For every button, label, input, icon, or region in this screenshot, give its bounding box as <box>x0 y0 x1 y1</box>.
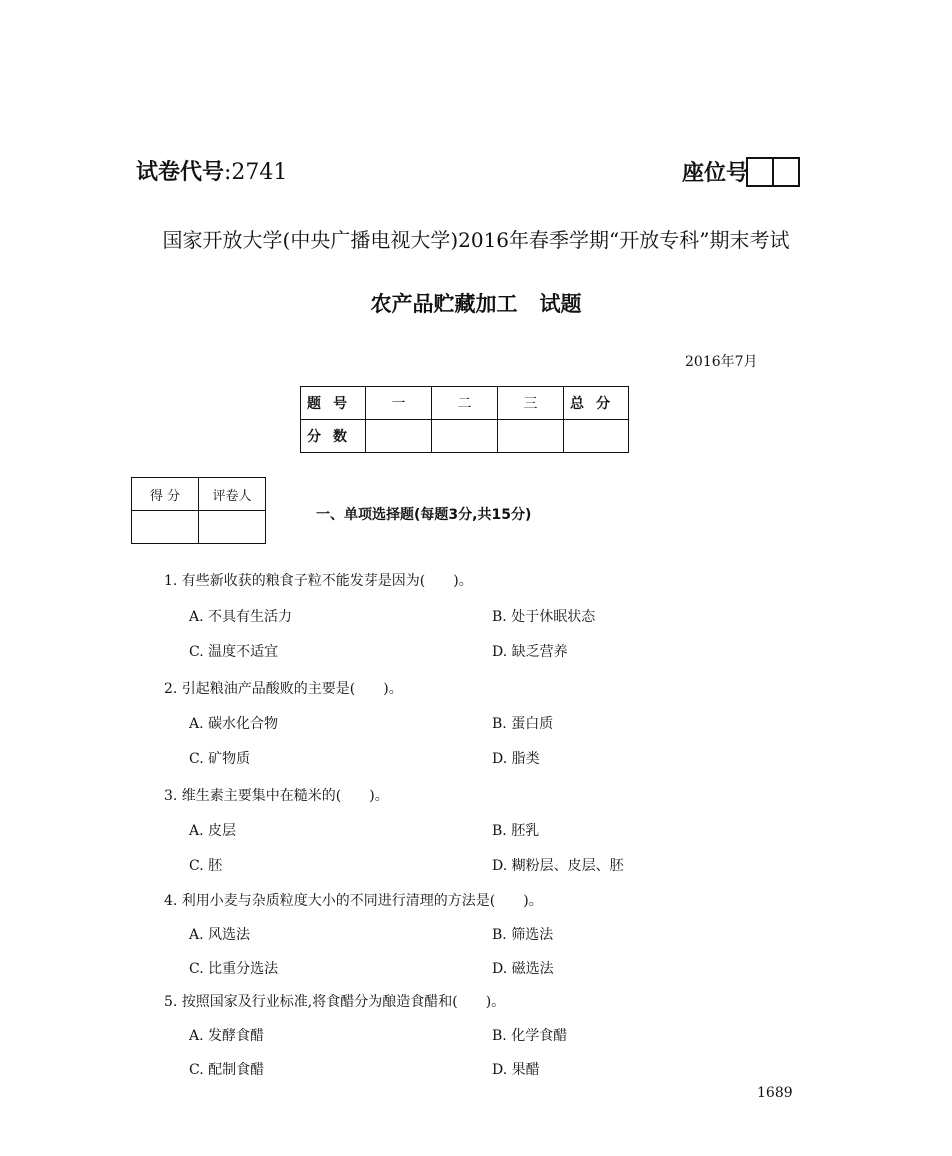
seat-number <box>682 156 800 187</box>
question-option: A. 风选法 <box>189 927 251 943</box>
score-table-cell: 二 <box>432 387 498 420</box>
question-option: B. 筛选法 <box>492 927 554 943</box>
paper-code-value: :2741 <box>224 160 288 185</box>
exam-title: 国家开放大学(中央广播电视大学)2016年春季学期“开放专科”期末考试 <box>162 228 790 252</box>
score-input-cell <box>366 420 432 453</box>
question-option: C. 矿物质 <box>189 751 251 767</box>
grader-input-cell <box>199 511 266 544</box>
question-option: B. 处于休眠状态 <box>492 609 596 625</box>
score-input-cell <box>498 420 564 453</box>
question-option: A. 皮层 <box>189 823 237 839</box>
question-option: B. 化学食醋 <box>492 1028 568 1044</box>
question-option: D. 脂类 <box>492 751 540 767</box>
question-option: B. 胚乳 <box>492 823 540 839</box>
question-stem: 4. 利用小麦与杂质粒度大小的不同进行清理的方法是( )。 <box>164 893 543 909</box>
grader-table <box>131 477 266 544</box>
subject-title <box>0 288 952 318</box>
grader-table-cell: 评卷人 <box>199 478 266 511</box>
question-option: C. 胚 <box>189 858 223 874</box>
question-option: B. 蛋白质 <box>492 716 554 732</box>
question-option: A. 不具有生活力 <box>189 609 293 625</box>
grader-table-value-row <box>132 511 266 544</box>
question-option: A. 发酵食醋 <box>189 1028 265 1044</box>
question-option: C. 温度不适宜 <box>189 644 279 660</box>
score-table <box>300 386 629 453</box>
question-stem: 5. 按照国家及行业标准,将食醋分为酿造食醋和( )。 <box>164 994 506 1010</box>
score-table-cell: 分数 <box>301 420 366 453</box>
question-option: C. 配制食醋 <box>189 1062 265 1078</box>
question-option: D. 磁选法 <box>492 961 554 977</box>
score-input-cell <box>432 420 498 453</box>
subject-suffix: 试题 <box>539 292 582 316</box>
seat-label: 座位号 <box>682 161 749 186</box>
score-table-value-row <box>301 420 629 453</box>
question-stem: 1. 有些新收获的粮食子粒不能发芽是因为( )。 <box>164 573 473 589</box>
score-table-cell: 总分 <box>564 387 629 420</box>
question-option: D. 糊粉层、皮层、胚 <box>492 858 624 874</box>
grader-table-cell: 得 分 <box>132 478 199 511</box>
score-table-header-row <box>301 387 629 420</box>
question-stem: 3. 维生素主要集中在糙米的( )。 <box>164 788 389 804</box>
grader-input-cell <box>132 511 199 544</box>
exam-date: 2016年7月 <box>685 354 758 370</box>
score-table-cell: 一 <box>366 387 432 420</box>
paper-code <box>136 155 287 186</box>
seat-box-1 <box>746 157 774 187</box>
page-number: 1689 <box>757 1085 793 1101</box>
question-option: D. 果醋 <box>492 1062 540 1078</box>
question-option: D. 缺乏营养 <box>492 644 568 660</box>
subject-name: 农产品贮藏加工 <box>370 292 518 316</box>
paper-code-label: 试卷代号 <box>136 160 225 185</box>
section-title: 一、单项选择题(每题3分,共15分) <box>316 507 532 523</box>
score-table-cell: 三 <box>498 387 564 420</box>
seat-box-2 <box>772 157 800 187</box>
score-input-cell <box>564 420 629 453</box>
question-option: C. 比重分选法 <box>189 961 279 977</box>
score-table-cell: 题号 <box>301 387 366 420</box>
question-stem: 2. 引起粮油产品酸败的主要是( )。 <box>164 681 403 697</box>
question-option: A. 碳水化合物 <box>189 716 279 732</box>
grader-table-header-row <box>132 478 266 511</box>
